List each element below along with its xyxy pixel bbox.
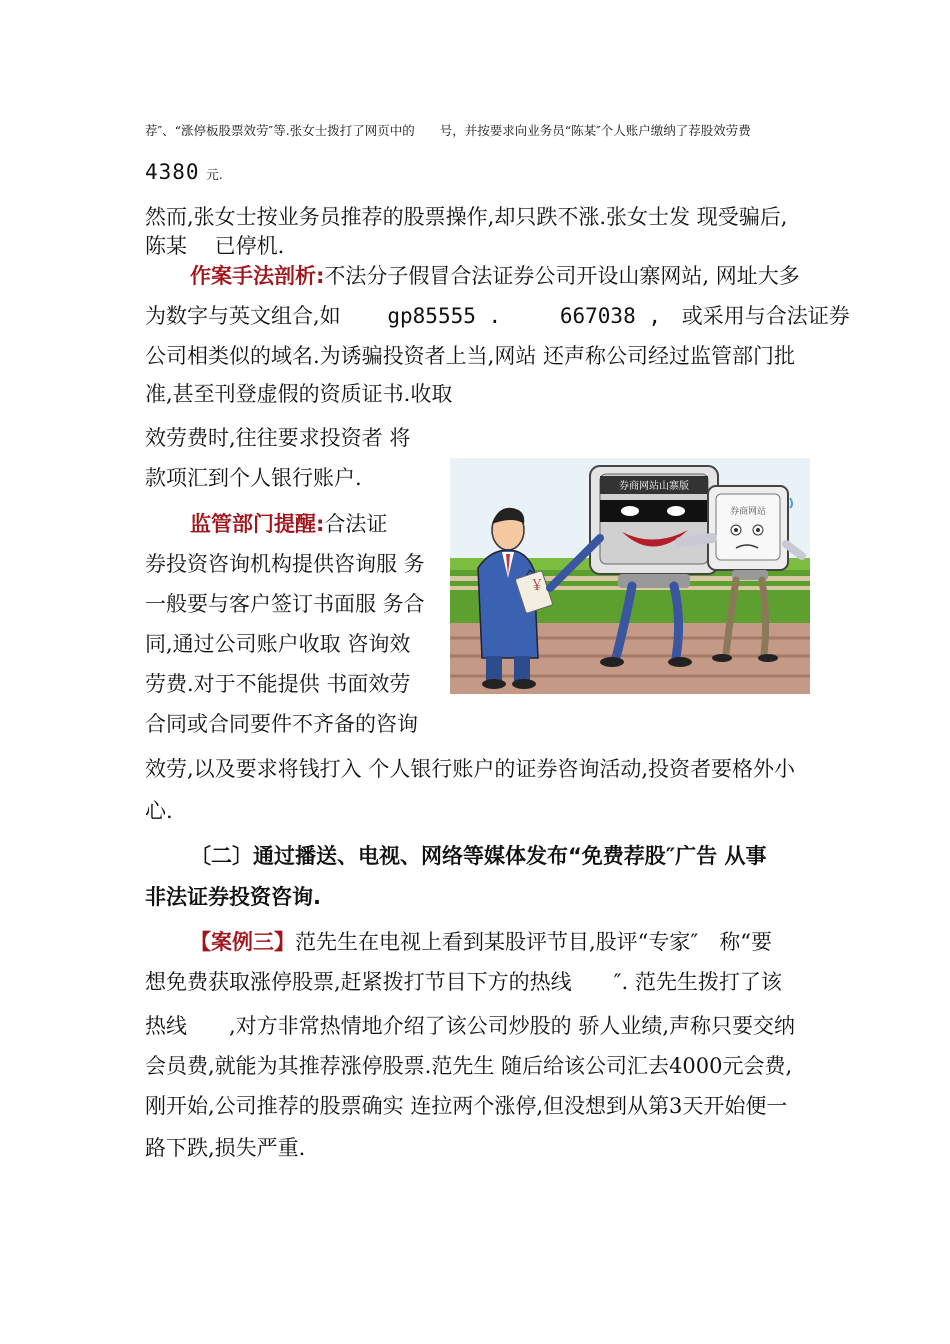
reminder-label: 监管部门提醒: [190, 512, 325, 536]
amount-value: 4380 [145, 160, 200, 184]
reminder-line4: 同,通过公司账户收取 咨询效 [145, 632, 411, 656]
para1-line1: 荐″、“涨停板股票效劳″等.张女士拨打了网页中的 号，并按要求向业务员“陈某″个人账户缴纳了荐股效劳费 [145, 123, 751, 138]
reminder-line1-text: 合法证 [324, 512, 388, 536]
modus-line1 [190, 262, 800, 290]
modus-line1-text: 不法分子假冒合法证券公司开设山寨网站, 网址大多 [324, 264, 800, 288]
modus-line4: 准,甚至刊登虚假的资质证书.收取 [145, 382, 453, 406]
case3-line1-text: 范先生在电视上看到某股评节目,股评“专家″ 称“要 [295, 930, 772, 954]
case3-line2: 想免费获取涨停股票,赶紧拨打节目下方的热线 ″. 范先生拨打了该 [145, 970, 782, 994]
cartoon-svg [450, 458, 810, 694]
envelope-mark: ￥ [530, 578, 544, 594]
case3-line3: 热线 ,对方非常热情地介绍了该公司炒股的 骄人业绩,声称只要交纳 [145, 1014, 796, 1038]
case3-line1 [190, 928, 772, 956]
modus-line2-a: 为数字与英文组合,如 [145, 304, 341, 328]
case3-line5: 刚开始,公司推荐的股票确实 连拉两个涨停,但没想到从第3天开始便一 [145, 1094, 788, 1118]
amount-unit: 元. [206, 167, 223, 182]
modus-line6: 款项汇到个人银行账户. [145, 466, 362, 490]
reminder-line6: 合同或合同要件不齐备的咨询 [145, 712, 418, 736]
modus-line3: 公司相类似的域名.为诱骗投资者上当,网站 还声称公司经过监管部门批 [145, 344, 796, 368]
section2-heading-line2: 非法证券投资咨询. [145, 885, 321, 909]
reminder-line5: 劳费.对于不能提供 书面效劳 [145, 672, 411, 696]
reminder-line7: 效劳,以及要求将钱打入 个人银行账户的证券咨询活动,投资者要格外小 [145, 757, 796, 781]
case3-label: 【案例三】 [190, 930, 295, 954]
reminder-line3: 一般要与客户签订书面服 务合 [145, 592, 425, 616]
reminder-line8: 心. [145, 799, 173, 823]
reminder-line2: 券投资咨询机构提供咨询服 务 [145, 552, 425, 576]
mask-band [600, 500, 708, 522]
real-screen-label: 券商网站 [729, 507, 767, 517]
fake-screen-label: 券商网站山寨版 [619, 481, 689, 492]
para2-line2: 陈某 已停机. [145, 234, 285, 258]
reminder-line1 [190, 510, 387, 538]
example-url-1: gp85555 . [387, 304, 502, 328]
cartoon-illustration [450, 458, 810, 694]
para1-amount-line [145, 158, 223, 186]
para2-line1: 然而,张女士按业务员推荐的股票操作,却只跌不涨.张女士发 现受骗后, [145, 205, 788, 229]
modus-line2 [145, 302, 850, 330]
case3-line6: 路下跌,损失严重. [145, 1136, 306, 1160]
example-url-2: 667038 , [559, 304, 662, 328]
modus-label: 作案手法剖析: [190, 264, 325, 288]
case3-line4: 会员费,就能为其推荐涨停股票.范先生 随后给该公司汇去4000元会费, [145, 1054, 793, 1078]
modus-line5: 效劳费时,往往要求投资者 将 [145, 426, 411, 450]
modus-line2-b: 或采用与合法证券 [681, 304, 850, 328]
section2-heading-line1: 〔二〕通过播送、电视、网络等媒体发布“免费荐股″广告 从事 [190, 844, 767, 868]
